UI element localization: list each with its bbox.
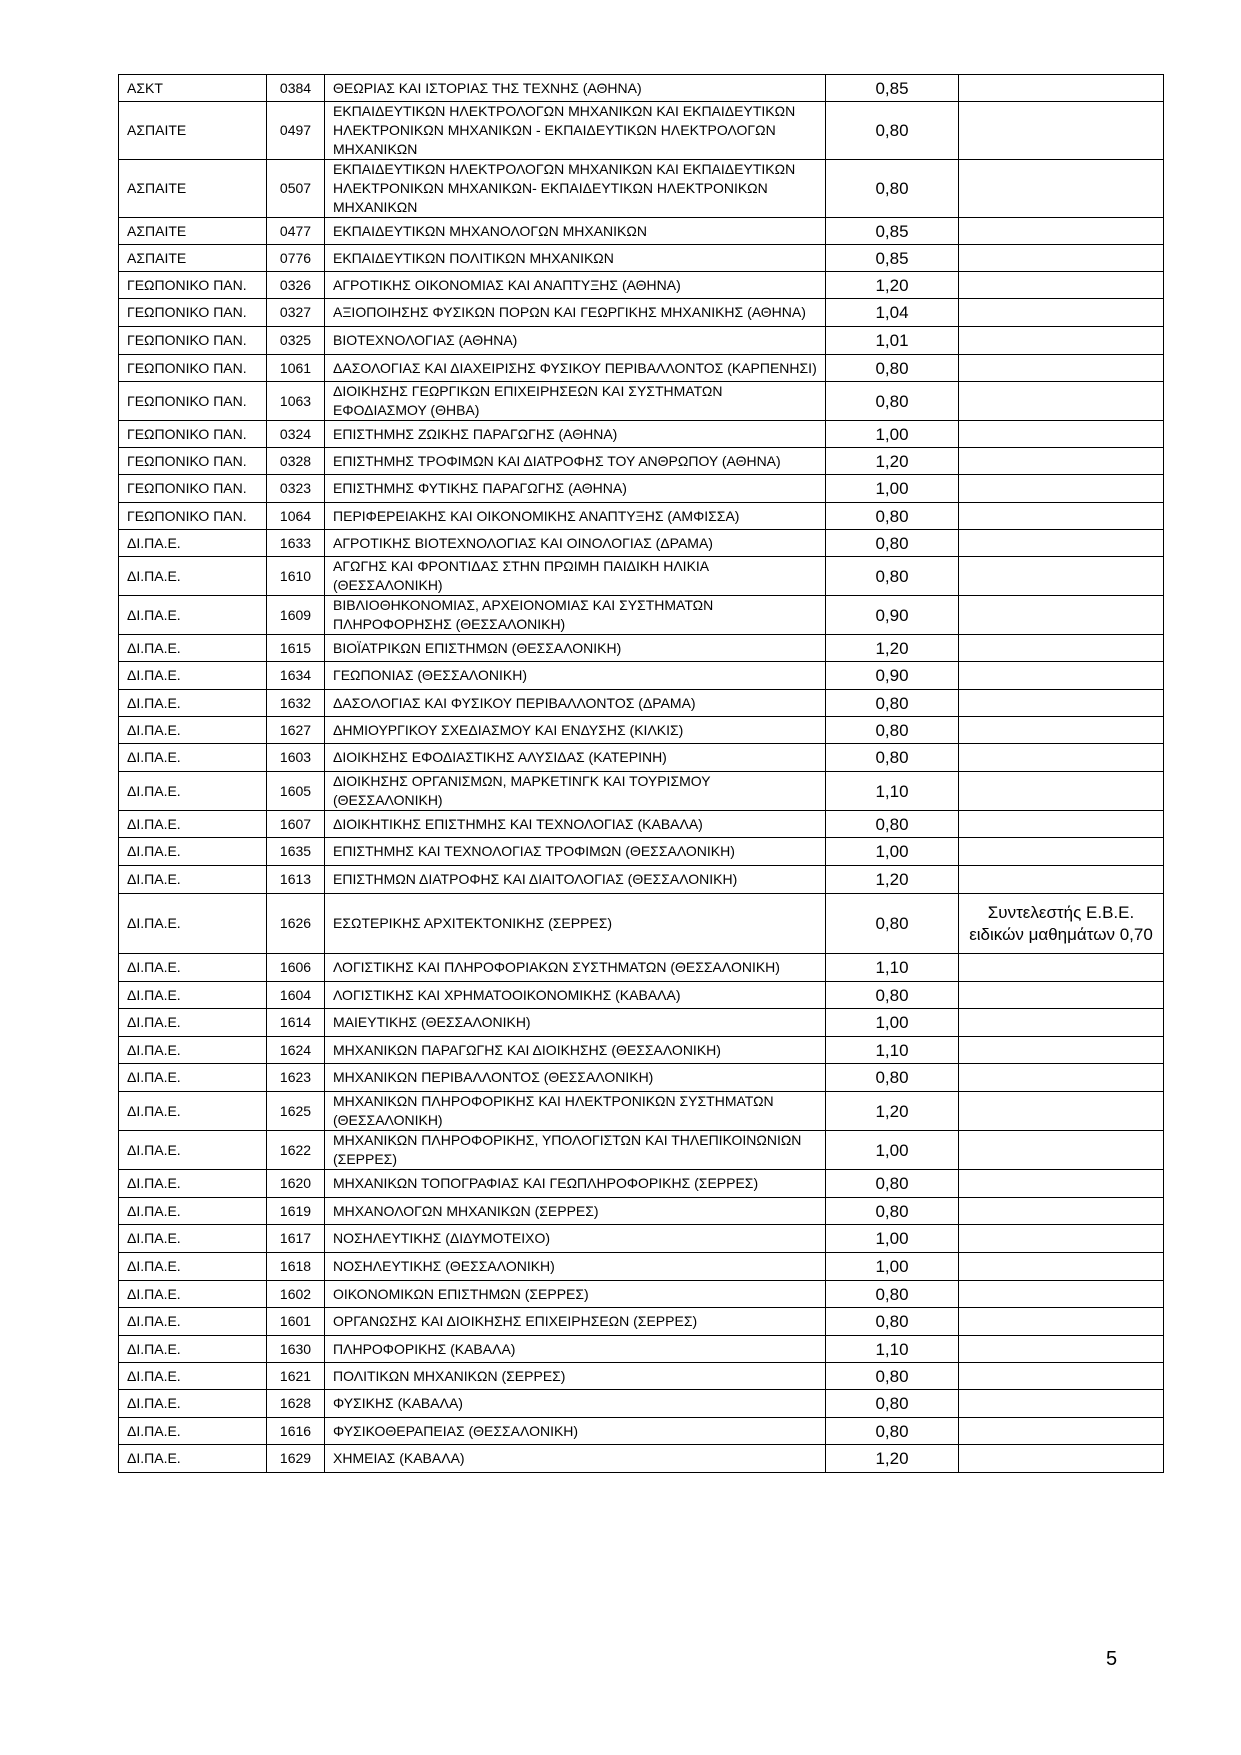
table-row [119,772,1164,811]
table-row [119,1170,1164,1198]
table-row [119,982,1164,1009]
institution-cell: ΔΙ.ΠΑ.Ε. [119,982,267,1009]
table-row [119,355,1164,382]
department-cell: ΔΙΟΙΚΗΣΗΣ ΕΦΟΔΙΑΣΤΙΚΗΣ ΑΛΥΣΙΔΑΣ (ΚΑΤΕΡΙΝΗ) [325,744,826,772]
note-cell [959,1198,1164,1225]
department-cell: ΕΠΙΣΤΗΜΗΣ ΖΩΙΚΗΣ ΠΑΡΑΓΩΓΗΣ (ΑΘΗΝΑ) [325,421,826,448]
code-cell: 1628 [267,1390,325,1418]
code-cell: 1604 [267,982,325,1009]
code-cell: 1061 [267,355,325,382]
code-cell: 1606 [267,954,325,982]
institution-cell: ΔΙ.ΠΑ.Ε. [119,1037,267,1064]
code-cell: 0477 [267,218,325,245]
table-row [119,838,1164,866]
department-cell: ΜΗΧΑΝΙΚΩΝ ΠΛΗΡΟΦΟΡΙΚΗΣ, ΥΠΟΛΟΓΙΣΤΩΝ ΚΑΙ ΤΗΛΕΠΙΚΟΙΝΩΝΙΩΝ (ΣΕΡΡΕΣ) [325,1131,826,1170]
coefficient-cell: 0,80 [826,503,959,530]
table-row [119,635,1164,662]
coefficient-cell: 1,00 [826,1253,959,1281]
table-row [119,218,1164,245]
department-cell: ΕΠΙΣΤΗΜΩΝ ΔΙΑΤΡΟΦΗΣ ΚΑΙ ΔΙΑΙΤΟΛΟΓΙΑΣ (ΘΕΣΣΑΛΟΝΙΚΗ) [325,866,826,894]
code-cell: 1617 [267,1225,325,1253]
department-cell: ΕΠΙΣΤΗΜΗΣ ΤΡΟΦΙΜΩΝ ΚΑΙ ΔΙΑΤΡΟΦΗΣ ΤΟΥ ΑΝΘΡΩΠΟΥ (ΑΘΗΝΑ) [325,448,826,475]
code-cell: 1626 [267,894,325,954]
coefficient-cell: 1,20 [826,272,959,299]
note-cell [959,596,1164,635]
table-row [119,811,1164,838]
institution-cell: ΓΕΩΠΟΝΙΚΟ ΠΑΝ. [119,503,267,530]
table-row [119,503,1164,530]
institution-cell: ΔΙ.ΠΑ.Ε. [119,954,267,982]
coefficient-cell: 1,20 [826,1445,959,1473]
department-cell: ΒΙΒΛΙΟΘΗΚΟΝΟΜΙΑΣ, ΑΡΧΕΙΟΝΟΜΙΑΣ ΚΑΙ ΣΥΣΤΗΜΑΤΩΝ ΠΛΗΡΟΦΟΡΗΣΗΣ (ΘΕΣΣΑΛΟΝΙΚΗ) [325,596,826,635]
departments-table [118,74,1164,1473]
code-cell: 1635 [267,838,325,866]
note-cell [959,355,1164,382]
coefficient-cell: 1,00 [826,1009,959,1037]
code-cell: 1627 [267,717,325,744]
table-row [119,662,1164,690]
code-cell: 0776 [267,245,325,272]
department-cell: ΜΗΧΑΝΟΛΟΓΩΝ ΜΗΧΑΝΙΚΩΝ (ΣΕΡΡΕΣ) [325,1198,826,1225]
coefficient-cell: 0,80 [826,894,959,954]
code-cell: 1622 [267,1131,325,1170]
note-cell [959,1390,1164,1418]
code-cell: 0327 [267,299,325,327]
coefficient-cell: 0,80 [826,717,959,744]
note-cell [959,1225,1164,1253]
department-cell: ΒΙΟΪΑΤΡΙΚΩΝ ΕΠΙΣΤΗΜΩΝ (ΘΕΣΣΑΛΟΝΙΚΗ) [325,635,826,662]
note-cell [959,1092,1164,1131]
institution-cell: ΔΙ.ΠΑ.Ε. [119,1418,267,1445]
coefficient-cell: 0,90 [826,662,959,690]
institution-cell: ΔΙ.ΠΑ.Ε. [119,744,267,772]
coefficient-cell: 1,10 [826,1336,959,1363]
table-row [119,1253,1164,1281]
departments-table-container [118,74,1163,1473]
note-cell [959,1253,1164,1281]
coefficient-cell: 1,10 [826,954,959,982]
table-row [119,327,1164,355]
coefficient-cell: 0,80 [826,382,959,421]
code-cell: 0325 [267,327,325,355]
table-row [119,717,1164,744]
coefficient-cell: 0,80 [826,1064,959,1092]
institution-cell: ΓΕΩΠΟΝΙΚΟ ΠΑΝ. [119,475,267,503]
note-cell [959,299,1164,327]
note-cell [959,382,1164,421]
table-row [119,1363,1164,1390]
table-row [119,1308,1164,1336]
coefficient-cell: 0,80 [826,102,959,160]
code-cell: 1621 [267,1363,325,1390]
department-cell: ΜΗΧΑΝΙΚΩΝ ΤΟΠΟΓΡΑΦΙΑΣ ΚΑΙ ΓΕΩΠΛΗΡΟΦΟΡΙΚΗΣ (ΣΕΡΡΕΣ) [325,1170,826,1198]
institution-cell: ΔΙ.ΠΑ.Ε. [119,1198,267,1225]
note-cell [959,1281,1164,1308]
table-row [119,1225,1164,1253]
table-row [119,1445,1164,1473]
code-cell: 1601 [267,1308,325,1336]
code-cell: 0324 [267,421,325,448]
code-cell: 1623 [267,1064,325,1092]
code-cell: 1616 [267,1418,325,1445]
institution-cell: ΔΙ.ΠΑ.Ε. [119,530,267,557]
institution-cell: ΑΣΚΤ [119,75,267,102]
department-cell: ΛΟΓΙΣΤΙΚΗΣ ΚΑΙ ΧΡΗΜΑΤΟΟΙΚΟΝΟΜΙΚΗΣ (ΚΑΒΑΛΑ) [325,982,826,1009]
department-cell: ΕΠΙΣΤΗΜΗΣ ΚΑΙ ΤΕΧΝΟΛΟΓΙΑΣ ΤΡΟΦΙΜΩΝ (ΘΕΣΣΑΛΟΝΙΚΗ) [325,838,826,866]
institution-cell: ΔΙ.ΠΑ.Ε. [119,1253,267,1281]
code-cell: 0328 [267,448,325,475]
department-cell: ΓΕΩΠΟΝΙΑΣ (ΘΕΣΣΑΛΟΝΙΚΗ) [325,662,826,690]
department-cell: ΒΙΟΤΕΧΝΟΛΟΓΙΑΣ (ΑΘΗΝΑ) [325,327,826,355]
institution-cell: ΔΙ.ΠΑ.Ε. [119,1390,267,1418]
institution-cell: ΑΣΠΑΙΤΕ [119,245,267,272]
coefficient-cell: 0,80 [826,355,959,382]
department-cell: ΘΕΩΡΙΑΣ ΚΑΙ ΙΣΤΟΡΙΑΣ ΤΗΣ ΤΕΧΝΗΣ (ΑΘΗΝΑ) [325,75,826,102]
institution-cell: ΔΙ.ΠΑ.Ε. [119,772,267,811]
table-row [119,1281,1164,1308]
note-cell: Συντελεστής Ε.Β.Ε. ειδικών μαθημάτων 0,70 [959,894,1164,954]
department-cell: ΑΓΡΟΤΙΚΗΣ ΒΙΟΤΕΧΝΟΛΟΓΙΑΣ ΚΑΙ ΟΙΝΟΛΟΓΙΑΣ (ΔΡΑΜΑ) [325,530,826,557]
code-cell: 1619 [267,1198,325,1225]
coefficient-cell: 1,10 [826,1037,959,1064]
department-cell: ΜΗΧΑΝΙΚΩΝ ΠΕΡΙΒΑΛΛΟΝΤΟΣ (ΘΕΣΣΑΛΟΝΙΚΗ) [325,1064,826,1092]
code-cell: 0326 [267,272,325,299]
coefficient-cell: 0,85 [826,218,959,245]
institution-cell: ΓΕΩΠΟΝΙΚΟ ΠΑΝ. [119,421,267,448]
note-cell [959,557,1164,596]
code-cell: 1633 [267,530,325,557]
department-cell: ΜΗΧΑΝΙΚΩΝ ΠΛΗΡΟΦΟΡΙΚΗΣ ΚΑΙ ΗΛΕΚΤΡΟΝΙΚΩΝ ΣΥΣΤΗΜΑΤΩΝ (ΘΕΣΣΑΛΟΝΙΚΗ) [325,1092,826,1131]
institution-cell: ΓΕΩΠΟΝΙΚΟ ΠΑΝ. [119,327,267,355]
department-cell: ΟΡΓΑΝΩΣΗΣ ΚΑΙ ΔΙΟΙΚΗΣΗΣ ΕΠΙΧΕΙΡΗΣΕΩΝ (ΣΕΡΡΕΣ) [325,1308,826,1336]
table-row [119,1131,1164,1170]
institution-cell: ΔΙ.ΠΑ.Ε. [119,811,267,838]
coefficient-cell: 0,80 [826,1281,959,1308]
code-cell: 1064 [267,503,325,530]
institution-cell: ΓΕΩΠΟΝΙΚΟ ΠΑΝ. [119,272,267,299]
institution-cell: ΔΙ.ΠΑ.Ε. [119,635,267,662]
table-row [119,744,1164,772]
code-cell: 1605 [267,772,325,811]
table-row [119,75,1164,102]
table-row [119,690,1164,717]
note-cell [959,635,1164,662]
note-cell [959,1336,1164,1363]
note-cell [959,1009,1164,1037]
department-cell: ΜΑΙΕΥΤΙΚΗΣ (ΘΕΣΣΑΛΟΝΙΚΗ) [325,1009,826,1037]
note-cell [959,744,1164,772]
coefficient-cell: 0,85 [826,245,959,272]
table-row [119,1009,1164,1037]
institution-cell: ΔΙ.ΠΑ.Ε. [119,1225,267,1253]
table-row [119,954,1164,982]
institution-cell: ΔΙ.ΠΑ.Ε. [119,838,267,866]
note-cell [959,954,1164,982]
note-cell [959,272,1164,299]
coefficient-cell: 1,20 [826,1092,959,1131]
department-cell: ΕΚΠΑΙΔΕΥΤΙΚΩΝ ΗΛΕΚΤΡΟΛΟΓΩΝ ΜΗΧΑΝΙΚΩΝ ΚΑΙ ΕΚΠΑΙΔΕΥΤΙΚΩΝ ΗΛΕΚΤΡΟΝΙΚΩΝ ΜΗΧΑΝΙΚΩΝ- ΕΚΠΑΙΔΕΥΤΙΚΩΝ ΗΛΕΚΤΡΟΝΙΚΩΝ ΜΗΧΑΝΙΚΩΝ [325,160,826,218]
note-cell [959,982,1164,1009]
institution-cell: ΓΕΩΠΟΝΙΚΟ ΠΑΝ. [119,355,267,382]
note-cell [959,245,1164,272]
institution-cell: ΔΙ.ΠΑ.Ε. [119,894,267,954]
code-cell: 0323 [267,475,325,503]
institution-cell: ΑΣΠΑΙΤΕ [119,102,267,160]
table-row [119,557,1164,596]
department-cell: ΦΥΣΙΚΟΘΕΡΑΠΕΙΑΣ (ΘΕΣΣΑΛΟΝΙΚΗ) [325,1418,826,1445]
code-cell: 0384 [267,75,325,102]
department-cell: ΠΕΡΙΦΕΡΕΙΑΚΗΣ ΚΑΙ ΟΙΚΟΝΟΜΙΚΗΣ ΑΝΑΠΤΥΞΗΣ (ΑΜΦΙΣΣΑ) [325,503,826,530]
coefficient-cell: 0,80 [826,1198,959,1225]
table-row [119,894,1164,954]
coefficient-cell: 0,80 [826,690,959,717]
coefficient-cell: 0,80 [826,744,959,772]
institution-cell: ΔΙ.ΠΑ.Ε. [119,690,267,717]
code-cell: 1620 [267,1170,325,1198]
coefficient-cell: 1,00 [826,838,959,866]
institution-cell: ΔΙ.ΠΑ.Ε. [119,1064,267,1092]
coefficient-cell: 0,80 [826,530,959,557]
department-cell: ΔΙΟΙΚΗΤΙΚΗΣ ΕΠΙΣΤΗΜΗΣ ΚΑΙ ΤΕΧΝΟΛΟΓΙΑΣ (ΚΑΒΑΛΑ) [325,811,826,838]
note-cell [959,1170,1164,1198]
note-cell [959,1131,1164,1170]
table-row [119,102,1164,160]
note-cell [959,838,1164,866]
note-cell [959,717,1164,744]
table-row [119,382,1164,421]
coefficient-cell: 1,20 [826,448,959,475]
institution-cell: ΔΙ.ΠΑ.Ε. [119,557,267,596]
note-cell [959,772,1164,811]
table-row [119,1390,1164,1418]
coefficient-cell: 0,90 [826,596,959,635]
institution-cell: ΔΙ.ΠΑ.Ε. [119,1170,267,1198]
institution-cell: ΔΙ.ΠΑ.Ε. [119,717,267,744]
code-cell: 1632 [267,690,325,717]
coefficient-cell: 1,00 [826,475,959,503]
coefficient-cell: 0,80 [826,1170,959,1198]
table-body [119,75,1164,1473]
department-cell: ΕΠΙΣΤΗΜΗΣ ΦΥΤΙΚΗΣ ΠΑΡΑΓΩΓΗΣ (ΑΘΗΝΑ) [325,475,826,503]
institution-cell: ΔΙ.ΠΑ.Ε. [119,866,267,894]
department-cell: ΔΗΜΙΟΥΡΓΙΚΟΥ ΣΧΕΔΙΑΣΜΟΥ ΚΑΙ ΕΝΔΥΣΗΣ (ΚΙΛΚΙΣ) [325,717,826,744]
note-cell [959,1037,1164,1064]
code-cell: 1634 [267,662,325,690]
institution-cell: ΑΣΠΑΙΤΕ [119,218,267,245]
institution-cell: ΔΙ.ΠΑ.Ε. [119,1336,267,1363]
coefficient-cell: 1,01 [826,327,959,355]
institution-cell: ΓΕΩΠΟΝΙΚΟ ΠΑΝ. [119,382,267,421]
table-row [119,160,1164,218]
note-cell [959,75,1164,102]
table-row [119,245,1164,272]
department-cell: ΠΛΗΡΟΦΟΡΙΚΗΣ (ΚΑΒΑΛΑ) [325,1336,826,1363]
table-row [119,1198,1164,1225]
institution-cell: ΔΙ.ΠΑ.Ε. [119,1281,267,1308]
department-cell: ΔΙΟΙΚΗΣΗΣ ΟΡΓΑΝΙΣΜΩΝ, ΜΑΡΚΕΤΙΝΓΚ ΚΑΙ ΤΟΥΡΙΣΜΟΥ (ΘΕΣΣΑΛΟΝΙΚΗ) [325,772,826,811]
note-cell [959,1363,1164,1390]
coefficient-cell: 0,80 [826,811,959,838]
note-cell [959,1418,1164,1445]
coefficient-cell: 0,80 [826,557,959,596]
note-cell [959,1308,1164,1336]
department-cell: ΕΚΠΑΙΔΕΥΤΙΚΩΝ ΜΗΧΑΝΟΛΟΓΩΝ ΜΗΧΑΝΙΚΩΝ [325,218,826,245]
note-cell [959,1445,1164,1473]
table-row [119,475,1164,503]
code-cell: 1609 [267,596,325,635]
coefficient-cell: 0,80 [826,1363,959,1390]
department-cell: ΕΚΠΑΙΔΕΥΤΙΚΩΝ ΗΛΕΚΤΡΟΛΟΓΩΝ ΜΗΧΑΝΙΚΩΝ ΚΑΙ ΕΚΠΑΙΔΕΥΤΙΚΩΝ ΗΛΕΚΤΡΟΝΙΚΩΝ ΜΗΧΑΝΙΚΩΝ - ΕΚΠΑΙΔΕΥΤΙΚΩΝ ΗΛΕΚΤΡΟΛΟΓΩΝ ΜΗΧΑΝΙΚΩΝ [325,102,826,160]
coefficient-cell: 1,20 [826,866,959,894]
department-cell: ΔΑΣΟΛΟΓΙΑΣ ΚΑΙ ΔΙΑΧΕΙΡΙΣΗΣ ΦΥΣΙΚΟΥ ΠΕΡΙΒΑΛΛΟΝΤΟΣ (ΚΑΡΠΕΝΗΣΙ) [325,355,826,382]
code-cell: 1613 [267,866,325,894]
code-cell: 1625 [267,1092,325,1131]
note-cell [959,811,1164,838]
note-cell [959,160,1164,218]
note-cell [959,448,1164,475]
institution-cell: ΑΣΠΑΙΤΕ [119,160,267,218]
coefficient-cell: 0,80 [826,1308,959,1336]
note-cell [959,1064,1164,1092]
coefficient-cell: 1,00 [826,1131,959,1170]
institution-cell: ΔΙ.ΠΑ.Ε. [119,1445,267,1473]
code-cell: 1630 [267,1336,325,1363]
institution-cell: ΔΙ.ΠΑ.Ε. [119,596,267,635]
coefficient-cell: 0,80 [826,1390,959,1418]
department-cell: ΟΙΚΟΝΟΜΙΚΩΝ ΕΠΙΣΤΗΜΩΝ (ΣΕΡΡΕΣ) [325,1281,826,1308]
note-cell [959,662,1164,690]
note-cell [959,530,1164,557]
department-cell: ΕΚΠΑΙΔΕΥΤΙΚΩΝ ΠΟΛΙΤΙΚΩΝ ΜΗΧΑΝΙΚΩΝ [325,245,826,272]
department-cell: ΔΙΟΙΚΗΣΗΣ ΓΕΩΡΓΙΚΩΝ ΕΠΙΧΕΙΡΗΣΕΩΝ ΚΑΙ ΣΥΣΤΗΜΑΤΩΝ ΕΦΟΔΙΑΣΜΟΥ (ΘΗΒΑ) [325,382,826,421]
coefficient-cell: 0,85 [826,75,959,102]
institution-cell: ΓΕΩΠΟΝΙΚΟ ΠΑΝ. [119,299,267,327]
department-cell: ΝΟΣΗΛΕΥΤΙΚΗΣ (ΔΙΔΥΜΟΤΕΙΧΟ) [325,1225,826,1253]
department-cell: ΦΥΣΙΚΗΣ (ΚΑΒΑΛΑ) [325,1390,826,1418]
table-row [119,1336,1164,1363]
department-cell: ΑΓΩΓΗΣ ΚΑΙ ΦΡΟΝΤΙΔΑΣ ΣΤΗΝ ΠΡΩΙΜΗ ΠΑΙΔΙΚΗ ΗΛΙΚΙΑ (ΘΕΣΣΑΛΟΝΙΚΗ) [325,557,826,596]
department-cell: ΕΣΩΤΕΡΙΚΗΣ ΑΡΧΙΤΕΚΤΟΝΙΚΗΣ (ΣΕΡΡΕΣ) [325,894,826,954]
code-cell: 1610 [267,557,325,596]
page-number: 5 [1106,1648,1118,1670]
table-row [119,421,1164,448]
department-cell: ΠΟΛΙΤΙΚΩΝ ΜΗΧΑΝΙΚΩΝ (ΣΕΡΡΕΣ) [325,1363,826,1390]
institution-cell: ΔΙ.ΠΑ.Ε. [119,1363,267,1390]
note-cell [959,421,1164,448]
coefficient-cell: 0,80 [826,1418,959,1445]
code-cell: 1618 [267,1253,325,1281]
code-cell: 1629 [267,1445,325,1473]
code-cell: 1624 [267,1037,325,1064]
code-cell: 1615 [267,635,325,662]
code-cell: 1614 [267,1009,325,1037]
table-row [119,299,1164,327]
code-cell: 0507 [267,160,325,218]
department-cell: ΝΟΣΗΛΕΥΤΙΚΗΣ (ΘΕΣΣΑΛΟΝΙΚΗ) [325,1253,826,1281]
department-cell: ΛΟΓΙΣΤΙΚΗΣ ΚΑΙ ΠΛΗΡΟΦΟΡΙΑΚΩΝ ΣΥΣΤΗΜΑΤΩΝ (ΘΕΣΣΑΛΟΝΙΚΗ) [325,954,826,982]
code-cell: 1063 [267,382,325,421]
department-cell: ΧΗΜΕΙΑΣ (ΚΑΒΑΛΑ) [325,1445,826,1473]
institution-cell: ΔΙ.ΠΑ.Ε. [119,662,267,690]
table-row [119,866,1164,894]
note-cell [959,866,1164,894]
table-row [119,1037,1164,1064]
institution-cell: ΔΙ.ΠΑ.Ε. [119,1308,267,1336]
institution-cell: ΔΙ.ΠΑ.Ε. [119,1131,267,1170]
institution-cell: ΔΙ.ΠΑ.Ε. [119,1092,267,1131]
department-cell: ΑΓΡΟΤΙΚΗΣ ΟΙΚΟΝΟΜΙΑΣ ΚΑΙ ΑΝΑΠΤΥΞΗΣ (ΑΘΗΝΑ) [325,272,826,299]
note-cell [959,475,1164,503]
code-cell: 1602 [267,1281,325,1308]
code-cell: 1603 [267,744,325,772]
coefficient-cell: 1,00 [826,421,959,448]
department-cell: ΑΞΙΟΠΟΙΗΣΗΣ ΦΥΣΙΚΩΝ ΠΟΡΩΝ ΚΑΙ ΓΕΩΡΓΙΚΗΣ ΜΗΧΑΝΙΚΗΣ (ΑΘΗΝΑ) [325,299,826,327]
note-cell [959,218,1164,245]
coefficient-cell: 1,10 [826,772,959,811]
table-row [119,530,1164,557]
note-cell [959,690,1164,717]
note-cell [959,327,1164,355]
table-row [119,448,1164,475]
table-row [119,1418,1164,1445]
table-row [119,1064,1164,1092]
coefficient-cell: 1,00 [826,1225,959,1253]
table-row [119,272,1164,299]
institution-cell: ΓΕΩΠΟΝΙΚΟ ΠΑΝ. [119,448,267,475]
department-cell: ΔΑΣΟΛΟΓΙΑΣ ΚΑΙ ΦΥΣΙΚΟΥ ΠΕΡΙΒΑΛΛΟΝΤΟΣ (ΔΡΑΜΑ) [325,690,826,717]
institution-cell: ΔΙ.ΠΑ.Ε. [119,1009,267,1037]
note-cell [959,503,1164,530]
coefficient-cell: 0,80 [826,982,959,1009]
code-cell: 0497 [267,102,325,160]
note-cell [959,102,1164,160]
code-cell: 1607 [267,811,325,838]
department-cell: ΜΗΧΑΝΙΚΩΝ ΠΑΡΑΓΩΓΗΣ ΚΑΙ ΔΙΟΙΚΗΣΗΣ (ΘΕΣΣΑΛΟΝΙΚΗ) [325,1037,826,1064]
coefficient-cell: 1,04 [826,299,959,327]
table-row [119,596,1164,635]
coefficient-cell: 1,20 [826,635,959,662]
table-row [119,1092,1164,1131]
coefficient-cell: 0,80 [826,160,959,218]
